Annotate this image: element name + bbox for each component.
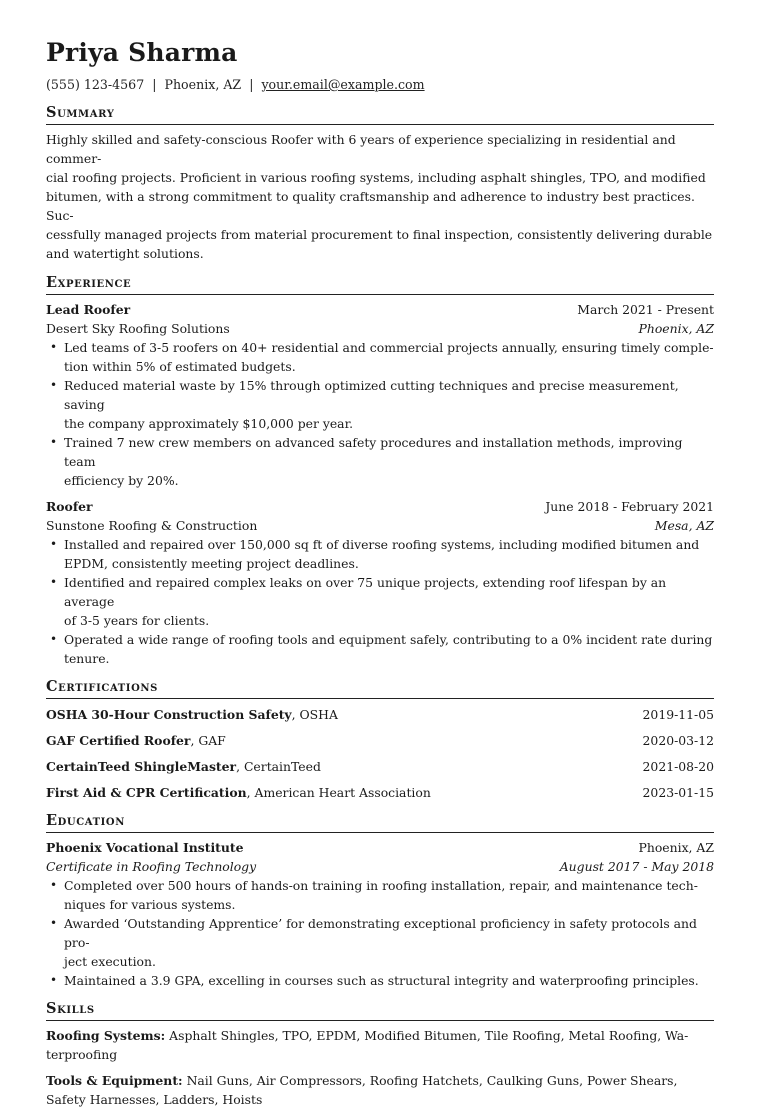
summary-line: cessfully managed projects from material procurement to final inspection, consistently delivering durable <box>46 227 713 242</box>
experience-section <box>46 274 714 668</box>
degree: Certificate in Roofing Technology <box>46 859 257 874</box>
certification-issuer: , American Heart Association <box>246 785 431 800</box>
certification-date: 2019-11-05 <box>642 707 714 722</box>
certification-issuer: , GAF <box>190 733 226 748</box>
skill-values: Nail Guns, Air Compressors, Roofing Hatchets, Caulking Guns, Power Shears, <box>182 1073 678 1088</box>
certifications-section <box>46 678 714 802</box>
bullet-icon: • <box>50 632 58 646</box>
list-item: • Reduced material waste by 15% through optimized cutting techniques and precise measurement, saving the company approximately $10,000 per year. <box>50 378 679 431</box>
certification-name: First Aid & CPR Certification <box>46 785 247 800</box>
education-header <box>46 838 714 857</box>
certification-date: 2020-03-12 <box>642 733 714 748</box>
skill-values: Asphalt Shingles, TPO, EPDM, Modified Bitumen, Tile Roofing, Metal Roofing, Wa- <box>165 1028 689 1043</box>
list-item: • Installed and repaired over 150,000 sq ft of diverse roofing systems, including modified bitumen and EPDM, consistently meeting project deadlines. <box>50 537 700 571</box>
location: Phoenix, AZ <box>164 77 242 92</box>
skill-values: Safety Harnesses, Ladders, Hoists <box>46 1092 263 1107</box>
summary-line: Highly skilled and safety-conscious Roofer with 6 years of experience specializing in residential and commer- <box>46 132 676 166</box>
bullet-icon: • <box>50 916 58 930</box>
contact-line <box>46 76 714 94</box>
skill-label: Roofing Systems: <box>46 1028 166 1043</box>
bullet-icon: • <box>50 878 58 892</box>
summary-section <box>46 104 714 263</box>
list-item: • Completed over 500 hours of hands-on training in roofing installation, repair, and maintenance tech- niques for various systems. <box>50 878 698 912</box>
certification-row <box>46 705 714 724</box>
certification-row <box>46 731 714 750</box>
job-subheader <box>46 516 714 535</box>
certification-name: CertainTeed ShingleMaster <box>46 759 237 774</box>
certifications-list <box>46 705 714 802</box>
bullet-icon: • <box>50 340 58 354</box>
list-item: • Led teams of 3-5 roofers on 40+ residential and commercial projects annually, ensuring timely comple- tion within 5% of estimated budgets. <box>50 340 714 374</box>
section-title-education: Education <box>46 812 714 833</box>
skill-group <box>46 1026 714 1064</box>
skills-section <box>46 1000 714 1109</box>
summary-line: bitumen, with a strong commitment to quality craftsmanship and adherence to industry best practices. Suc- <box>46 189 695 223</box>
education-bullets <box>46 876 714 990</box>
certification-name: GAF Certified Roofer <box>46 733 191 748</box>
job-company: Desert Sky Roofing Solutions <box>46 321 230 336</box>
bullet-icon: • <box>50 575 58 589</box>
certification-issuer: , OSHA <box>291 707 338 722</box>
job-company: Sunstone Roofing & Construction <box>46 518 258 533</box>
separator: | <box>152 77 157 92</box>
bullet-icon: • <box>50 435 58 449</box>
email-link[interactable]: your.email@example.com <box>261 77 425 92</box>
job-dates: June 2018 - February 2021 <box>545 499 714 514</box>
job-role: Lead Roofer <box>46 302 131 317</box>
certification-date: 2021-08-20 <box>642 759 714 774</box>
certification-row <box>46 757 714 776</box>
education-subheader <box>46 857 714 876</box>
section-title-certifications: Certifications <box>46 678 714 699</box>
school-name: Phoenix Vocational Institute <box>46 840 244 855</box>
job-bullets <box>46 535 714 668</box>
education-entry <box>46 838 714 990</box>
resume-page <box>46 38 714 1109</box>
certification-row <box>46 783 714 802</box>
section-title-summary: Summary <box>46 104 714 125</box>
phone-number: (555) 123-4567 <box>46 77 145 92</box>
job-dates: March 2021 - Present <box>577 302 714 317</box>
job-entry <box>46 497 714 668</box>
job-header <box>46 300 714 319</box>
skill-values: terproofing <box>46 1047 118 1062</box>
bullet-icon: • <box>50 537 58 551</box>
job-bullets <box>46 338 714 490</box>
summary-text <box>46 130 714 263</box>
certification-name: OSHA 30-Hour Construction Safety <box>46 707 292 722</box>
summary-line: cial roofing projects. Proficient in various roofing systems, including asphalt shingles, TPO, and modified <box>46 170 706 185</box>
education-dates: August 2017 - May 2018 <box>559 859 714 874</box>
skill-group <box>46 1071 714 1109</box>
certification-date: 2023-01-15 <box>642 785 714 800</box>
certification-issuer: , CertainTeed <box>236 759 321 774</box>
separator: | <box>249 77 254 92</box>
job-entry <box>46 300 714 490</box>
candidate-name: Priya Sharma <box>46 38 238 67</box>
summary-line: and watertight solutions. <box>46 246 204 261</box>
section-title-skills: Skills <box>46 1000 714 1021</box>
job-role: Roofer <box>46 499 93 514</box>
school-location: Phoenix, AZ <box>638 840 714 855</box>
job-location: Mesa, AZ <box>654 518 714 533</box>
list-item: • Trained 7 new crew members on advanced safety procedures and installation methods, improving team efficiency by 20%. <box>50 435 683 488</box>
education-section <box>46 812 714 990</box>
list-item: • Maintained a 3.9 GPA, excelling in courses such as structural integrity and waterproofing principles. <box>50 973 699 988</box>
list-item: • Awarded ‘Outstanding Apprentice’ for demonstrating exceptional proficiency in safety protocols and pro- ject execution. <box>50 916 697 969</box>
job-location: Phoenix, AZ <box>638 321 714 336</box>
skill-label: Tools & Equipment: <box>46 1073 183 1088</box>
bullet-icon: • <box>50 378 58 392</box>
job-header <box>46 497 714 516</box>
bullet-icon: • <box>50 973 58 987</box>
section-title-experience: Experience <box>46 274 714 295</box>
list-item: • Operated a wide range of roofing tools and equipment safely, contributing to a 0% incident rate during tenure. <box>50 632 713 666</box>
list-item: • Identified and repaired complex leaks on over 75 unique projects, extending roof lifespan by an average of 3-5 years for clients. <box>50 575 667 628</box>
job-subheader <box>46 319 714 338</box>
